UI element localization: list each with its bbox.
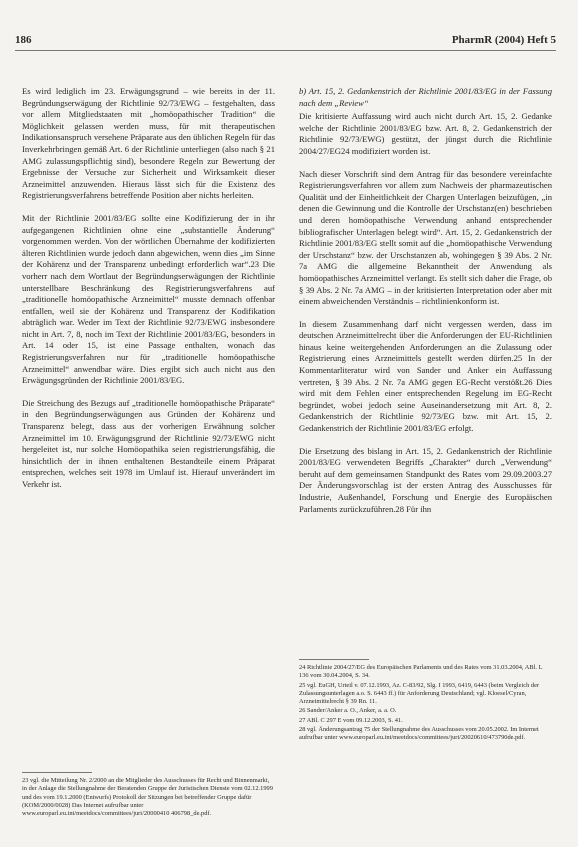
footnote: 28 vgl. Änderungsantrag 75 der Stellungnahme des Ausschusses vom 20.05.2002. Im Internet aufrufbar unter www.europarl.eu.int/meetdocs/committees/juri/20020610/473790de.pdf.: [299, 726, 539, 742]
page-number: 186: [15, 34, 32, 46]
paragraph: Nach dieser Vorschrift sind dem Antrag für das besondere vereinfachte Registrierungsverfahren vor allem zum Nachweis der pharmazeutischen Qualität und der Einheitlichkeit der Chargen Unterlagen beizufügen, „in denen die Gewinnung und die Kontrolle der Urschstanz(en) beschrieben und deren homöopathische Verwendung anhand entsprechender bibliografischer Unterlagen belegt wird“. Art. 15, 2. Gedankenstrich der Richtlinie 2001/83/EG stellt somit auf die „homöopathische Verwendung der Urschstanz“ bzw. der Urschstanzen ab, wohingegen § 39 Abs. 2 Nr. 7a AMG die allgemeine Bekanntheit der Anwendung als homöopathisches Arzneimittel verlangt. Es stellt sich daher die Frage, ob § 39 Abs. 2 Nr. 7a AMG – in der kritisierten Interpretation oder aber mit einem abweichenden Verständnis – richtlinienkonform ist.: [299, 168, 552, 307]
footnote: 26 Sander/Anker a. O., Anker, a. a. O.: [299, 707, 397, 715]
right-footnotes: [299, 653, 552, 744]
right-column: [299, 86, 552, 526]
left-footnotes: [22, 766, 275, 819]
section-subheading: b) Art. 15, 2. Gedankenstrich der Richtlinie 2001/83/EG in der Fassung nach dem „Review“: [299, 86, 552, 108]
footnote: 25 vgl. EuGH, Urteil v. 07.12.1993, Az. C-83/92, Slg. I 1993, 6419, 6443 (beim Vergleich der Zulassungsunterlagen a.o. S. 6443 ff.) für Anforderung Deutschland; vgl. Kloesel/Cyran, Arzneimittelrecht § 39 Rn. 11.: [299, 681, 540, 706]
paragraph: Die kritisierte Auffassung wird auch nicht durch Art. 15, 2. Gedanke welche der Richtlinie 2001/83/EG bzw. Art. 8, 2. Gedankenstrich der Richtlinie 92/73/EWG) gestützt, der jüngst durch die Richtlinie 2004/27/EG24 modifiziert worden ist.: [299, 111, 552, 156]
running-title: PharmR (2004) Heft 5: [451, 34, 556, 46]
paragraph: In diesem Zusammenhang darf nicht vergessen werden, dass im deutschen Arzneimittelrecht über die Anforderungen der EU-Richtlinien hinaus keine weitergehenden Anforderungen an die Zulassung oder Registrierung eines Arzneimittels gestellt werden dürfen.25 In der Kommentarliteratur wird von Sander und Anker ein Auffassung vertreten, § 39 Abs. 2 Nr. 7a AMG gegen EG-Recht verstößt.26 Dies wird mit dem Fehlen einer entsprechenden Regelung im EG-Recht begründet, wobei jedoch seine Auseinandersetzung mit Art. 8, 2. Gedankenstrich der Richtlinie 92/73/EG bzw. mit Art. 15, 2. Gedankenstrich der Richtlinie 2001/83/EG erfolgt.: [299, 318, 552, 434]
paragraph: Mit der Richtlinie 2001/83/EG sollte eine Kodifizierung der in ihr aufgegangenen Richtlinien ohne eine „substantielle Änderung“ vorgenommen werden. Von der wörtlichen Übernahme der kodifizierten älteren Richtlinien wurde jedoch dann abgewichen, wenn dies „im Sinne der Kohärenz und der Transparenz unbedingt erforderlich war“.23 Die vorherr nach dem Wortlaut der Begründungserwägungen der Richtlinie unterstellbare Beschränkung des Registrierungsverfahrens auf „traditionelle homöopathische Arzneimittel“ musste demnach offenbar entfallen, weil sie der Kohärenz und Transparenz der Kodifikation abträglich war. Weder im Text der Richtlinie 92/73/EWG insbesondere nicht in Art. 7, 8, noch im Text der Richtlinie 2001/83/EG, besonders in Art. 14 oder 15, ist eine Passage enthalten, wonach das Registrierungsverfahren nur für „traditionelle homöopathische Arzneimittel“ anwendbar wäre. Dies ergibt sich auch nicht aus den Erwägungsgründen der Richtlinie 2001/83/EG.: [22, 212, 275, 386]
paragraph: Es wird lediglich im 23. Erwägungsgrund – wie bereits in der 11. Begründungserwägung der Richtlinie 92/73/EWG – festgehalten, dass vor allem Mitgliedstaaten mit „homöopathischer Tradition“ die Möglichkeit gelassen werden muss, für mit therapeutischen Indikationsanspruch versehene Präparate aus den üblichen Regeln für das Inverkehrbringen gemäß Art. 6 der Richtlinie unterliegen (also nach § 21 AMG zulassungspflichtig sind), besondere Regeln zur Bewertung der Ergebnisse der Versuche zur Sicherheit und Wirksamkeit dieser Arzneimittel anzuwenden. Hieraus lässt sich für die Existenz des Registrierungsverfahrens betreffende Position aber nichts herleiten.: [22, 86, 275, 201]
header-rule: [15, 50, 556, 51]
left-column: [22, 86, 275, 502]
footnote: 27 ABl. C 297 E vom 09.12.2003, S. 41.: [299, 716, 403, 724]
paragraph: Die Ersetzung des bislang in Art. 15, 2. Gedankenstrich der Richtlinie 2001/83/EG verwendeten Begriffs „Charakter“ durch „Verwendung“ beruht auf dem gemeinsamen Standpunkt des Rates vom 29.09.2003.27 Der Änderungsvorschlag ist der ersten Antrag des Ausschusses für Industrie, Außenhandel, Forschung und Energie des Europäischen Parlaments zurückzuführen.28 Für ihn: [299, 445, 552, 514]
footnote-rule: [22, 772, 92, 773]
footnote-rule: [299, 659, 369, 660]
footnote: 24 Richtlinie 2004/27/EG des Europäischen Parlaments und des Rates vom 31.03.2004, ABl. L 136 vom 30.04.2004, S. 34.: [299, 664, 543, 680]
paragraph: Die Streichung des Bezugs auf „traditionelle homöopathische Präparate“ in den Begründungserwägungen aus Gründen der Kohärenz und Transparenz belegt, dass aus der vorherigen Erwähnung solcher Arzneimittel im 10. Erwägungsgrund der Richtlinie 92/73/EWG nicht hergeleitet ist, nur solche Homöopathika seien registrierungsfähig, die hinsichtlich der in ihnen enthaltenen Bestandteile einem Präparat entsprechen, welches seit 1978 im Umlauf ist. Hierauf unverändert im Verkehr ist.: [22, 397, 275, 489]
footnote: 23 vgl. die Mitteilung Nr. 2/2000 an die Mitglieder des Ausschusses für Recht und Binnenmarkt, in der Anlage die Stellungnahme der Beratenden Gruppe der Juristischen Dienste vom 02.12.1999 und des vom 19.1.2000 (Entwurfs) Protokoll der Sitzungen bei betreffender Gruppe dafür (KOM/2000/0028) Das Internet aufrufbar unter www.europarl.eu.int/meetdocs/committees/juri/20000410 406798_de.pdf.: [22, 777, 273, 818]
